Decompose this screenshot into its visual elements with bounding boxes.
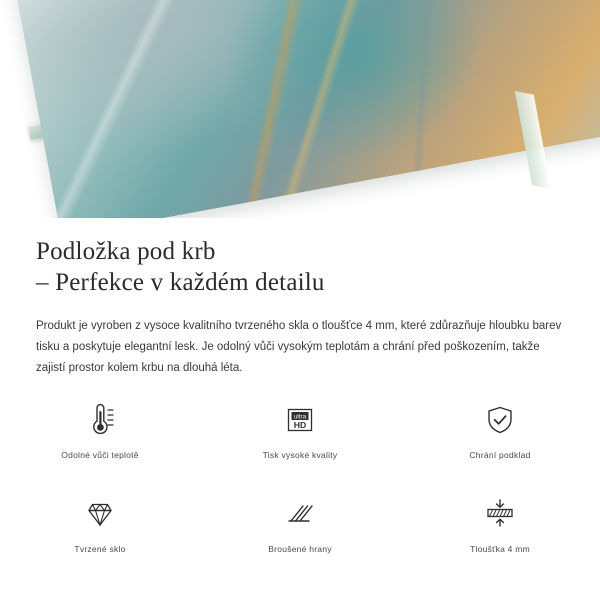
hero-image-inner: [0, 0, 600, 218]
feature-item-print-quality: [200, 392, 400, 476]
hero-image: [0, 0, 600, 218]
marble-veins: [0, 0, 600, 218]
feature-grid: [0, 392, 600, 570]
thickness-icon: [478, 492, 522, 536]
feature-item-protection: [400, 392, 600, 476]
polished-edges-icon: [278, 492, 322, 536]
page-title-line-1: Podložka pod krb: [36, 238, 216, 265]
svg-text:ultra: ultra: [293, 413, 307, 421]
diamond-icon: [78, 492, 122, 536]
text-content: [0, 218, 600, 379]
feature-label: Tisk vysoké kvality: [262, 450, 338, 460]
feature-label: Chrání podklad: [469, 450, 531, 460]
feature-item-tempered-glass: [0, 486, 200, 570]
shield-check-icon: [478, 398, 522, 442]
description-paragraph: Produkt je vyroben z vysoce kvalitního tvrzeného skla o tloušťce 4 mm, které zdůrazňuje hloubku barev tisku a poskytuje elegantní lesk. Je odolný vůči vysokým teplotám a chrání před poškozením, takže zajistí prostor kolem krbu na dlouhá léta.: [36, 320, 562, 374]
ultra-hd-icon: [278, 398, 322, 442]
page-title-line-2: – Perfekce v každém detailu: [36, 269, 325, 296]
feature-item-temperature: [0, 392, 200, 476]
feature-item-polished-edges: [200, 486, 400, 570]
svg-text:HD: HD: [293, 420, 307, 430]
feature-item-thickness: [400, 486, 600, 570]
feature-label: Tvrzené sklo: [74, 544, 126, 554]
feature-label: Odolné vůči teplotě: [61, 450, 139, 460]
thermometer-icon: [78, 398, 122, 442]
feature-label: Tloušťka 4 mm: [470, 544, 530, 554]
sparkle-icon: [573, 203, 593, 218]
glass-panel-surface: [0, 0, 600, 218]
page-title: [0, 218, 600, 298]
feature-label: Broušené hrany: [268, 544, 332, 554]
